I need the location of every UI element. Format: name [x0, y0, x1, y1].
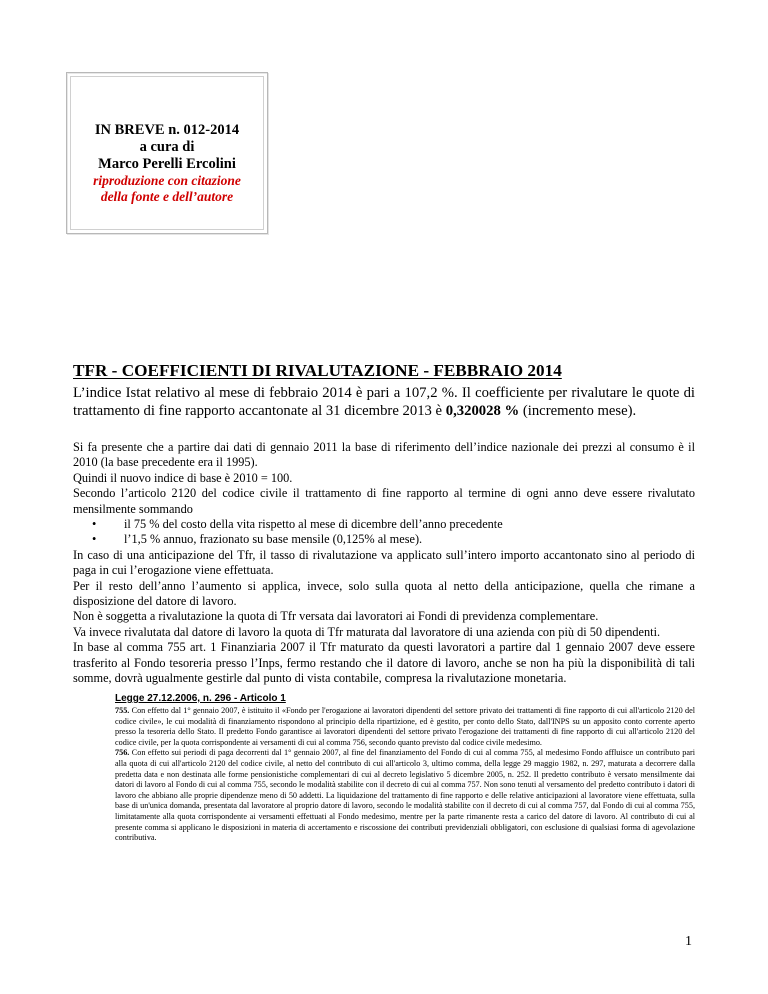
reproduction-note-line1: riproduzione con citazione — [93, 173, 241, 188]
list-item — [73, 517, 695, 532]
coefficient-value: 0,320028 % — [445, 403, 520, 419]
page-number: 1 — [685, 934, 692, 949]
law-comma-755 — [115, 706, 695, 748]
comma-755-number: 755. — [115, 706, 130, 715]
comma-755-text: Con effetto dal 1° gennaio 2007, è istituito il «Fondo per l'erogazione ai lavoratori dipendenti del settore privato dei trattamenti di fine rapporto di cui all'articolo 2120 del codice civile», le cui modalità di finanziamento rispondono al principio della ripartizione, ed è gestito, per conto dello Stato, dall'INPS su un apposito conto corrente aperto presso la tesoreria dello Stato. Il predetto Fondo garantisce ai lavoratori dipendenti del settore privato l'erogazione dei trattamenti di fine rapporto di cui all'articolo 2120 del codice civile, per la quota corrispondente ai versamenti di cui al comma 756, secondo quanto previsto dal codice civile medesimo. — [115, 706, 695, 747]
law-title: Legge 27.12.2006, n. 296 - Articolo 1 — [115, 693, 286, 704]
intro-paragraph — [73, 384, 695, 420]
author-name: Marco Perelli Ercolini — [98, 156, 236, 172]
comma-756-number: 756. — [115, 748, 130, 758]
reproduction-note-line2: della fonte e dell’autore — [100, 189, 234, 204]
bullet-icon: • — [92, 517, 97, 532]
bullet-text: il 75 % del costo della vita rispetto al mese di dicembre dell’anno precedente — [124, 517, 503, 532]
paragraph-new-index: Quindi il nuovo indice di base è 2010 = 100. — [73, 470, 293, 485]
paragraph-pension-funds: Non è soggetta a rivalutazione la quota di Tfr versata dai lavoratori ai Fondi di previdenza complementare. — [73, 609, 599, 624]
curated-by-label: a cura di — [139, 139, 195, 155]
intro-text-before: L’indice Istat relativo al mese di febbraio 2014 è pari a 107,2 %. Il coefficiente per rivalutare le quote di trattamento di fine rapporto accantonate al 31 dicembre 2013 è — [73, 385, 695, 419]
bulletin-number: IN BREVE n. 012-2014 — [94, 122, 240, 138]
paragraph-advance: In caso di una anticipazione del Tfr, il tasso di rivalutazione va applicato sull’intero importo accantonato sino al periodo di paga in cui l’erogazione viene effettuata. — [73, 547, 695, 578]
law-excerpt — [115, 693, 695, 844]
header-box — [66, 72, 268, 234]
paragraph-rest-of-year: Per il resto dell’anno l’aumento si applica, invece, solo sulla quota al netto della anticipazione, quella che rimane a disposizione del datore di lavoro. — [73, 578, 695, 609]
bullet-icon: • — [92, 532, 97, 547]
list-item — [73, 532, 695, 547]
body-text — [73, 440, 695, 687]
page-title: TFR - COEFFICIENTI DI RIVALUTAZIONE - FEBBRAIO 2014 — [73, 361, 562, 380]
reproduction-note — [67, 173, 267, 205]
paragraph-civil-code: Secondo l’articolo 2120 del codice civile il trattamento di fine rapporto al termine di ogni anno deve essere rivalutato mensilmente sommando — [73, 486, 695, 516]
paragraph-base-reference: Si fa presente che a partire dai dati di gennaio 2011 la base di riferimento dell’indice nazionale dei prezzi al consumo è il 2010 (la base precedente era il 1995). — [73, 440, 695, 470]
law-comma-756 — [115, 748, 695, 843]
intro-text-after: (incremento mese). — [519, 403, 637, 419]
paragraph-finance-law: In base al comma 755 art. 1 Finanziaria 2007 il Tfr maturato da questi lavoratori a partire dal 1 gennaio 2007 deve essere trasferito al Fondo tesoreria presso l’Inps, fermo restando che il datore di lavoro, anche se non ha più la disponibilità di tali somme, dovrà ugualmente gestirle dal punto di vista contabile, compresa la rivalutazione monetaria. — [73, 640, 695, 686]
paragraph-large-company: Va invece rivalutata dal datore di lavoro la quota di Tfr maturata dal lavoratore di una azienda con più di 50 dipendenti. — [73, 624, 661, 639]
comma-756-text: Con effetto sui periodi di paga decorrenti dal 1° gennaio 2007, al fine del finanziamento del Fondo di cui al comma 755, al medesimo Fondo affluisce un contributo pari alla quota di cui all'articolo 2120 del codice civile, al netto del contributo di cui all'articolo 3, ultimo comma, della legge 29 maggio 1982, n. 297, maturata a decorrere dalla predetta data e non destinata alle forme pensionistiche complementari di cui al decreto legislativo 5 dicembre 2005, n. 252. Il predetto contributo è versato mensilmente dai datori di lavoro al Fondo di cui al comma 755, secondo le modalità stabilite con il decreto di cui al comma 757. Non sono tenuti al versamento del predetto contributo i datori di lavoro che abbiano alle proprie dipendenze meno di 50 addetti. La liquidazione del trattamento di fine rapporto e delle relative anticipazioni al lavoratore viene effettuata, sulla base di un'unica domanda, presentata dal lavoratore al proprio datore di lavoro, secondo le modalità stabilite con il decreto di cui al comma 757, dal Fondo di cui al comma 755, limitatamente alla quota corrispondente ai versamenti effettuati al Fondo medesimo, mentre per la parte rimanente resta a carico del datore di lavoro. Al contributo di cui al presente comma si applicano le disposizioni in materia di accertamento e riscossione dei contributi previdenziali obbligatori, con esclusione di qualsiasi forma di agevolazione contributiva. — [115, 748, 695, 843]
bullet-text: l’1,5 % annuo, frazionato su base mensile (0,125% al mese). — [124, 532, 423, 547]
